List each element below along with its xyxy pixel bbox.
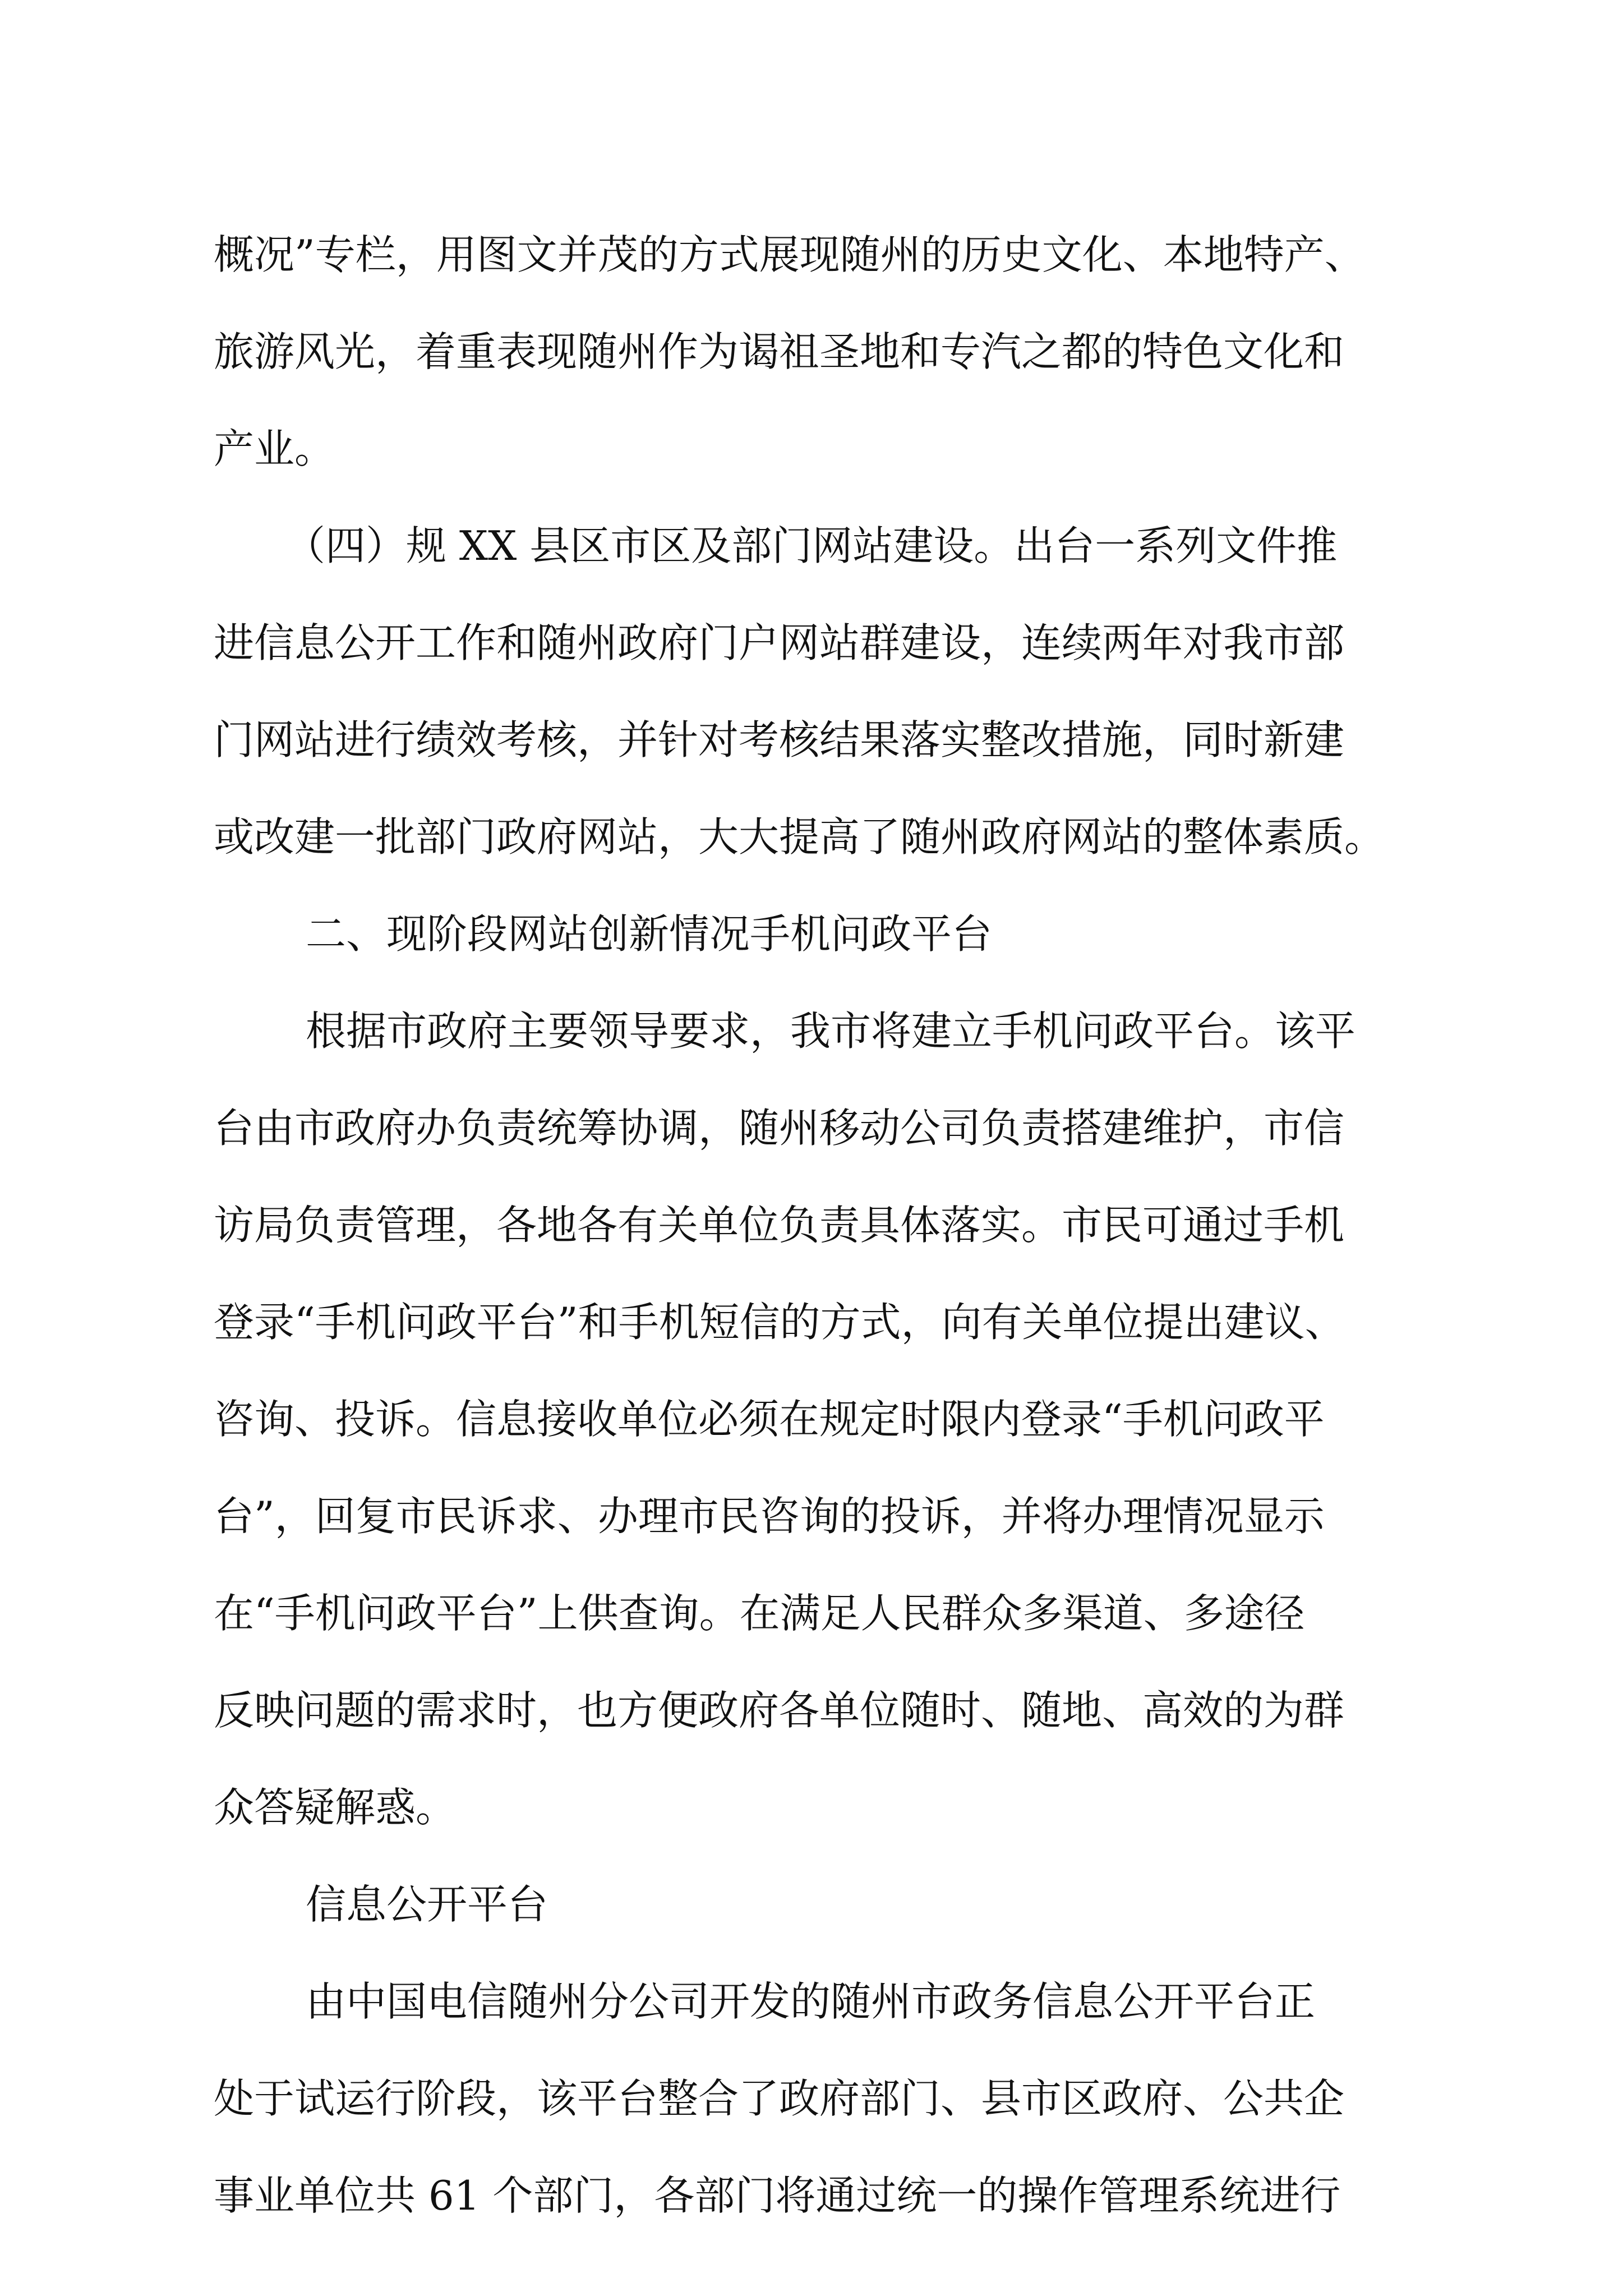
text-line [306,909,992,959]
line-text: 或改建一批部门政府网站，大大提高了随州政府网站的整体素质。 [214,813,1385,861]
line-text: 事业单位共 61 个部门，各部门将通过统一的操作管理系统进行 [214,2172,1341,2219]
line-text: 台”，回复市民诉求、办理市民咨询的投诉，并将办理情况显示 [214,1493,1325,1540]
line-text: 登录“手机问政平台”和手机短信的方式，向有关单位提出建议、 [214,1299,1345,1346]
text-line [214,1394,1410,1444]
text-line [214,2073,1410,2124]
line-text: 根据市政府主要领导要求，我市将建立手机问政平台。该平 [306,1007,1356,1055]
text-line [214,1491,1410,1542]
text-line [214,424,335,474]
line-text: 处于试运行阶段，该平台整合了政府部门、县市区政府、公共企 [214,2075,1345,2122]
text-line [306,1006,1410,1056]
line-text: （四）规 XX 县区市区及部门网站建设。出台一系列文件推 [285,522,1338,569]
text-line [214,2170,1410,2221]
line-text: 概况”专栏，用图文并茂的方式展现随州的历史文化、本地特产、 [214,231,1365,278]
text-line [214,1685,1410,1736]
line-text: 众答疑解惑。 [214,1784,457,1831]
line-text: 门网站进行绩效考核，并针对考核结果落实整改措施，同时新建 [214,716,1345,763]
text-line [214,229,1410,280]
text-line [306,1976,1410,2027]
text-line [214,1782,456,1833]
line-text: 由中国电信随州分公司开发的随州市政务信息公开平台正 [306,1978,1316,2025]
line-text: 旅游风光，着重表现随州作为谒祖圣地和专汽之都的特色文化和 [214,328,1345,375]
text-line [214,1200,1410,1250]
line-text: 访局负责管理，各地各有关单位负责具体落实。市民可通过手机 [214,1202,1345,1249]
line-text: 二、现阶段网站创新情况手机问政平台 [306,910,993,958]
text-line [306,1879,548,1930]
line-text: 在“手机问政平台”上供查询。在满足人民群众多渠道、多途径 [214,1590,1305,1637]
text-line [214,715,1410,765]
line-text: 信息公开平台 [306,1881,548,1928]
line-text: 台由市政府办负责统筹协调，随州移动公司负责搭建维护，市信 [214,1105,1345,1152]
text-line [214,1588,1410,1639]
text-line [214,812,1410,862]
text-line [214,1103,1410,1153]
text-line [214,326,1410,377]
line-text: 反映问题的需求时，也方便政府各单位随时、随地、高效的为群 [214,1687,1345,1734]
line-text: 咨询、投诉。信息接收单位必须在规定时限内登录“手机问政平 [214,1396,1325,1443]
text-line [214,1297,1410,1347]
line-text: 产业。 [214,425,335,472]
text-line [285,521,1410,571]
line-text: 进信息公开工作和随州政府门户网站群建设，连续两年对我市部 [214,619,1345,666]
text-line [214,618,1410,668]
